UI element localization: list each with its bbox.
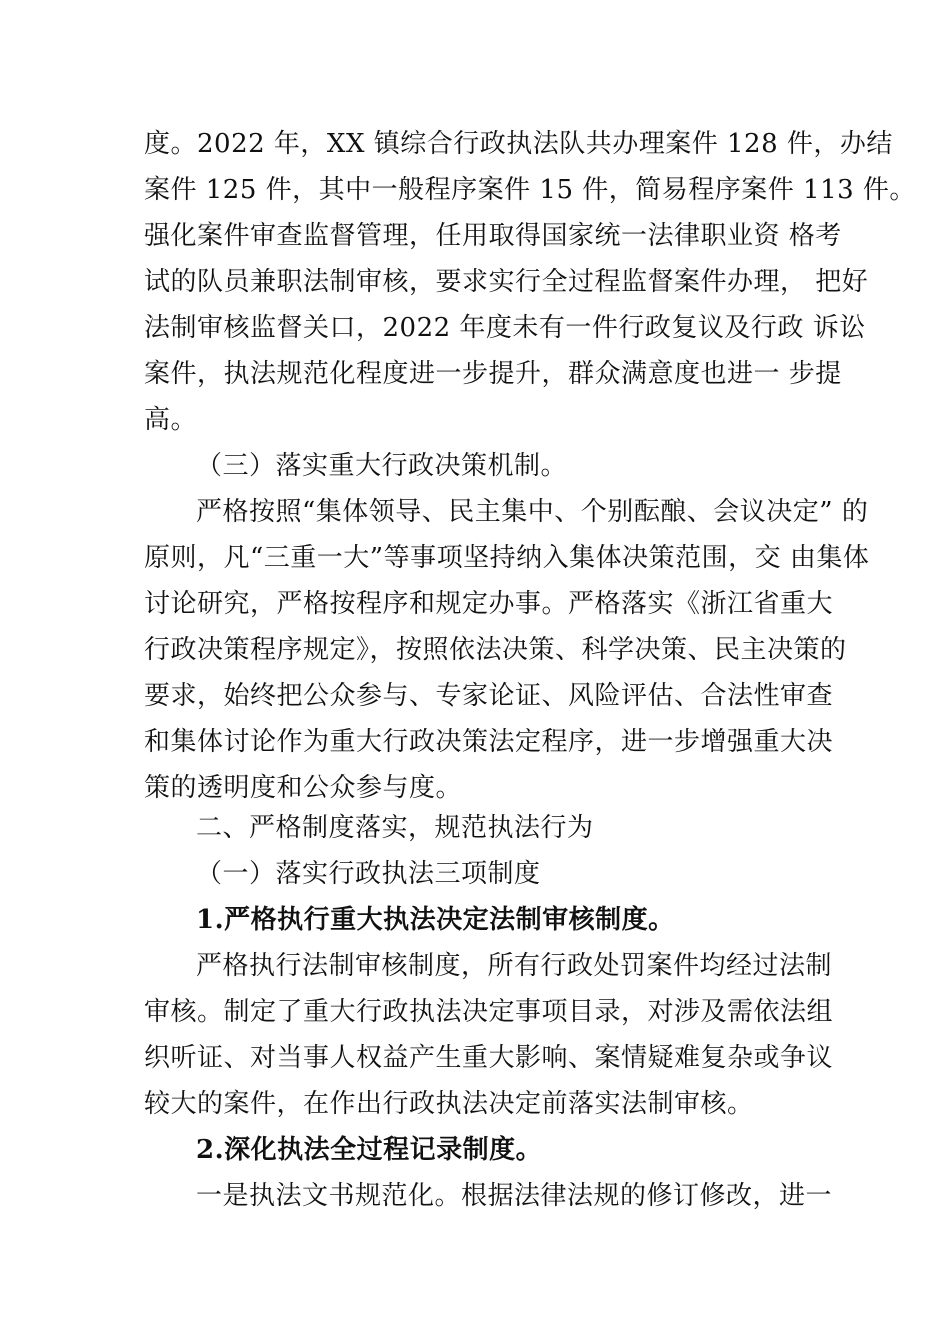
paragraph-line: 策的透明度和公众参与度。 <box>144 773 463 803</box>
paragraph-line: 高。 <box>144 405 198 435</box>
chapter-heading: 二、严格制度落实，规范执法行为 <box>196 813 594 843</box>
paragraph-line: 讨论研究，严格按程序和规定办事。严格落实《浙江省重大 <box>144 589 834 619</box>
paragraph-line: 和集体讨论作为重大行政决策法定程序，进一步增强重大决 <box>144 727 834 757</box>
paragraph-line: 织听证、对当事人权益产生重大影响、案情疑难复杂或争议 <box>144 1043 834 1073</box>
paragraph-line: 法制审核监督关口，2022 年度未有一件行政复议及行政 诉讼 <box>144 313 866 343</box>
paragraph-line: 度。2022 年，XX 镇综合行政执法队共办理案件 128 件，办结 <box>144 129 893 159</box>
paragraph-line: 行政决策程序规定》，按照依法决策、科学决策、民主决策的 <box>144 635 847 665</box>
paragraph-line: 较大的案件，在作出行政执法决定前落实法制审核。 <box>144 1089 754 1119</box>
paragraph-line: 严格执行法制审核制度，所有行政处罚案件均经过法制 <box>196 951 833 981</box>
paragraph-line: 审核。制定了重大行政执法决定事项目录，对涉及需依法组 <box>144 997 834 1027</box>
subsection-heading: 1.严格执行重大执法决定法制审核制度。 <box>196 905 675 935</box>
paragraph-line: 原则，凡“三重一大”等事项坚持纳入集体决策范围，交 由集体 <box>144 543 870 573</box>
paragraph-line: 试的队员兼职法制审核，要求实行全过程监督案件办理， 把好 <box>144 267 869 297</box>
section-heading: （一）落实行政执法三项制度 <box>196 859 541 889</box>
paragraph-line: 要求，始终把公众参与、专家论证、风险评估、合法性审查 <box>144 681 834 711</box>
section-heading: （三）落实重大行政决策机制。 <box>196 451 568 481</box>
paragraph-line: 强化案件审查监督管理，任用取得国家统一法律职业资 格考 <box>144 221 842 251</box>
paragraph-line: 案件，执法规范化程度进一步提升，群众满意度也进一 步提 <box>144 359 842 389</box>
paragraph-line: 一是执法文书规范化。根据法律法规的修订修改，进一 <box>196 1181 833 1211</box>
subsection-heading: 2.深化执法全过程记录制度。 <box>196 1135 543 1165</box>
paragraph-line: 案件 125 件，其中一般程序案件 15 件，简易程序案件 113 件。 <box>144 175 916 205</box>
paragraph-line: 严格按照“集体领导、民主集中、个别酝酿、会议决定” 的 <box>196 497 869 527</box>
